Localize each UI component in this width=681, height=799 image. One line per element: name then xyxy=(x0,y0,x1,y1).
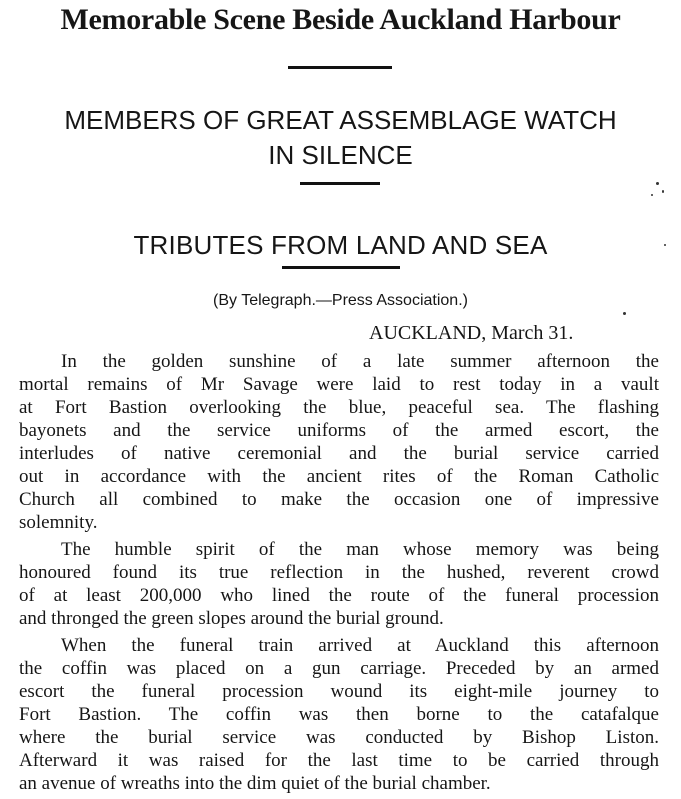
subheading: TRIBUTES FROM LAND AND SEA xyxy=(133,230,548,260)
deck-line-2: IN SILENCE xyxy=(268,140,413,170)
print-speck xyxy=(664,244,666,246)
byline: (By Telegraph.—Press Association.) xyxy=(213,292,468,309)
print-speck xyxy=(623,312,626,315)
body-line: Afterward it was raised for the last time to be carried through xyxy=(19,750,659,771)
subheading-divider xyxy=(282,266,400,269)
body-line: where the burial service was conducted by Bishop Liston. xyxy=(19,727,659,748)
body-line: out in accordance with the ancient rites of the Roman Catholic xyxy=(19,466,659,487)
print-speck xyxy=(662,190,664,193)
body-line: interludes of native ceremonial and the burial service carried xyxy=(19,443,659,464)
print-speck xyxy=(651,194,653,196)
body-line: mortal remains of Mr Savage were laid to rest today in a vault xyxy=(19,374,659,395)
body-line: solemnity. xyxy=(19,512,98,533)
body-line: In the golden sunshine of a late summer afternoon the xyxy=(61,351,659,372)
body-line: the coffin was placed on a gun carriage. Preceded by an armed xyxy=(19,658,659,679)
body-line: of at least 200,000 who lined the route of the funeral procession xyxy=(19,585,659,606)
headline-divider xyxy=(288,66,392,69)
body-line: and thronged the green slopes around the burial ground. xyxy=(19,608,444,629)
body-line: Fort Bastion. The coffin was then borne to the catafalque xyxy=(19,704,659,725)
body-line: Church all combined to make the occasion one of impressive xyxy=(19,489,659,510)
deck-line-1: MEMBERS OF GREAT ASSEMBLAGE WATCH xyxy=(64,105,617,135)
body-line: The humble spirit of the man whose memory was being xyxy=(61,539,659,560)
body-line: honoured found its true reflection in the hushed, reverent crowd xyxy=(19,562,659,583)
dateline: AUCKLAND, March 31. xyxy=(369,322,574,344)
body-line: bayonets and the service uniforms of the armed escort, the xyxy=(19,420,659,441)
print-speck xyxy=(656,182,659,185)
body-line: an avenue of wreaths into the dim quiet of the burial chamber. xyxy=(19,773,491,794)
body-line: When the funeral train arrived at Auckland this afternoon xyxy=(61,635,659,656)
body-line: at Fort Bastion overlooking the blue, peaceful sea. The flashing xyxy=(19,397,659,418)
headline: Memorable Scene Beside Auckland Harbour xyxy=(60,3,621,36)
body-line: escort the funeral procession wound its eight-mile journey to xyxy=(19,681,659,702)
deck-divider xyxy=(300,182,380,185)
